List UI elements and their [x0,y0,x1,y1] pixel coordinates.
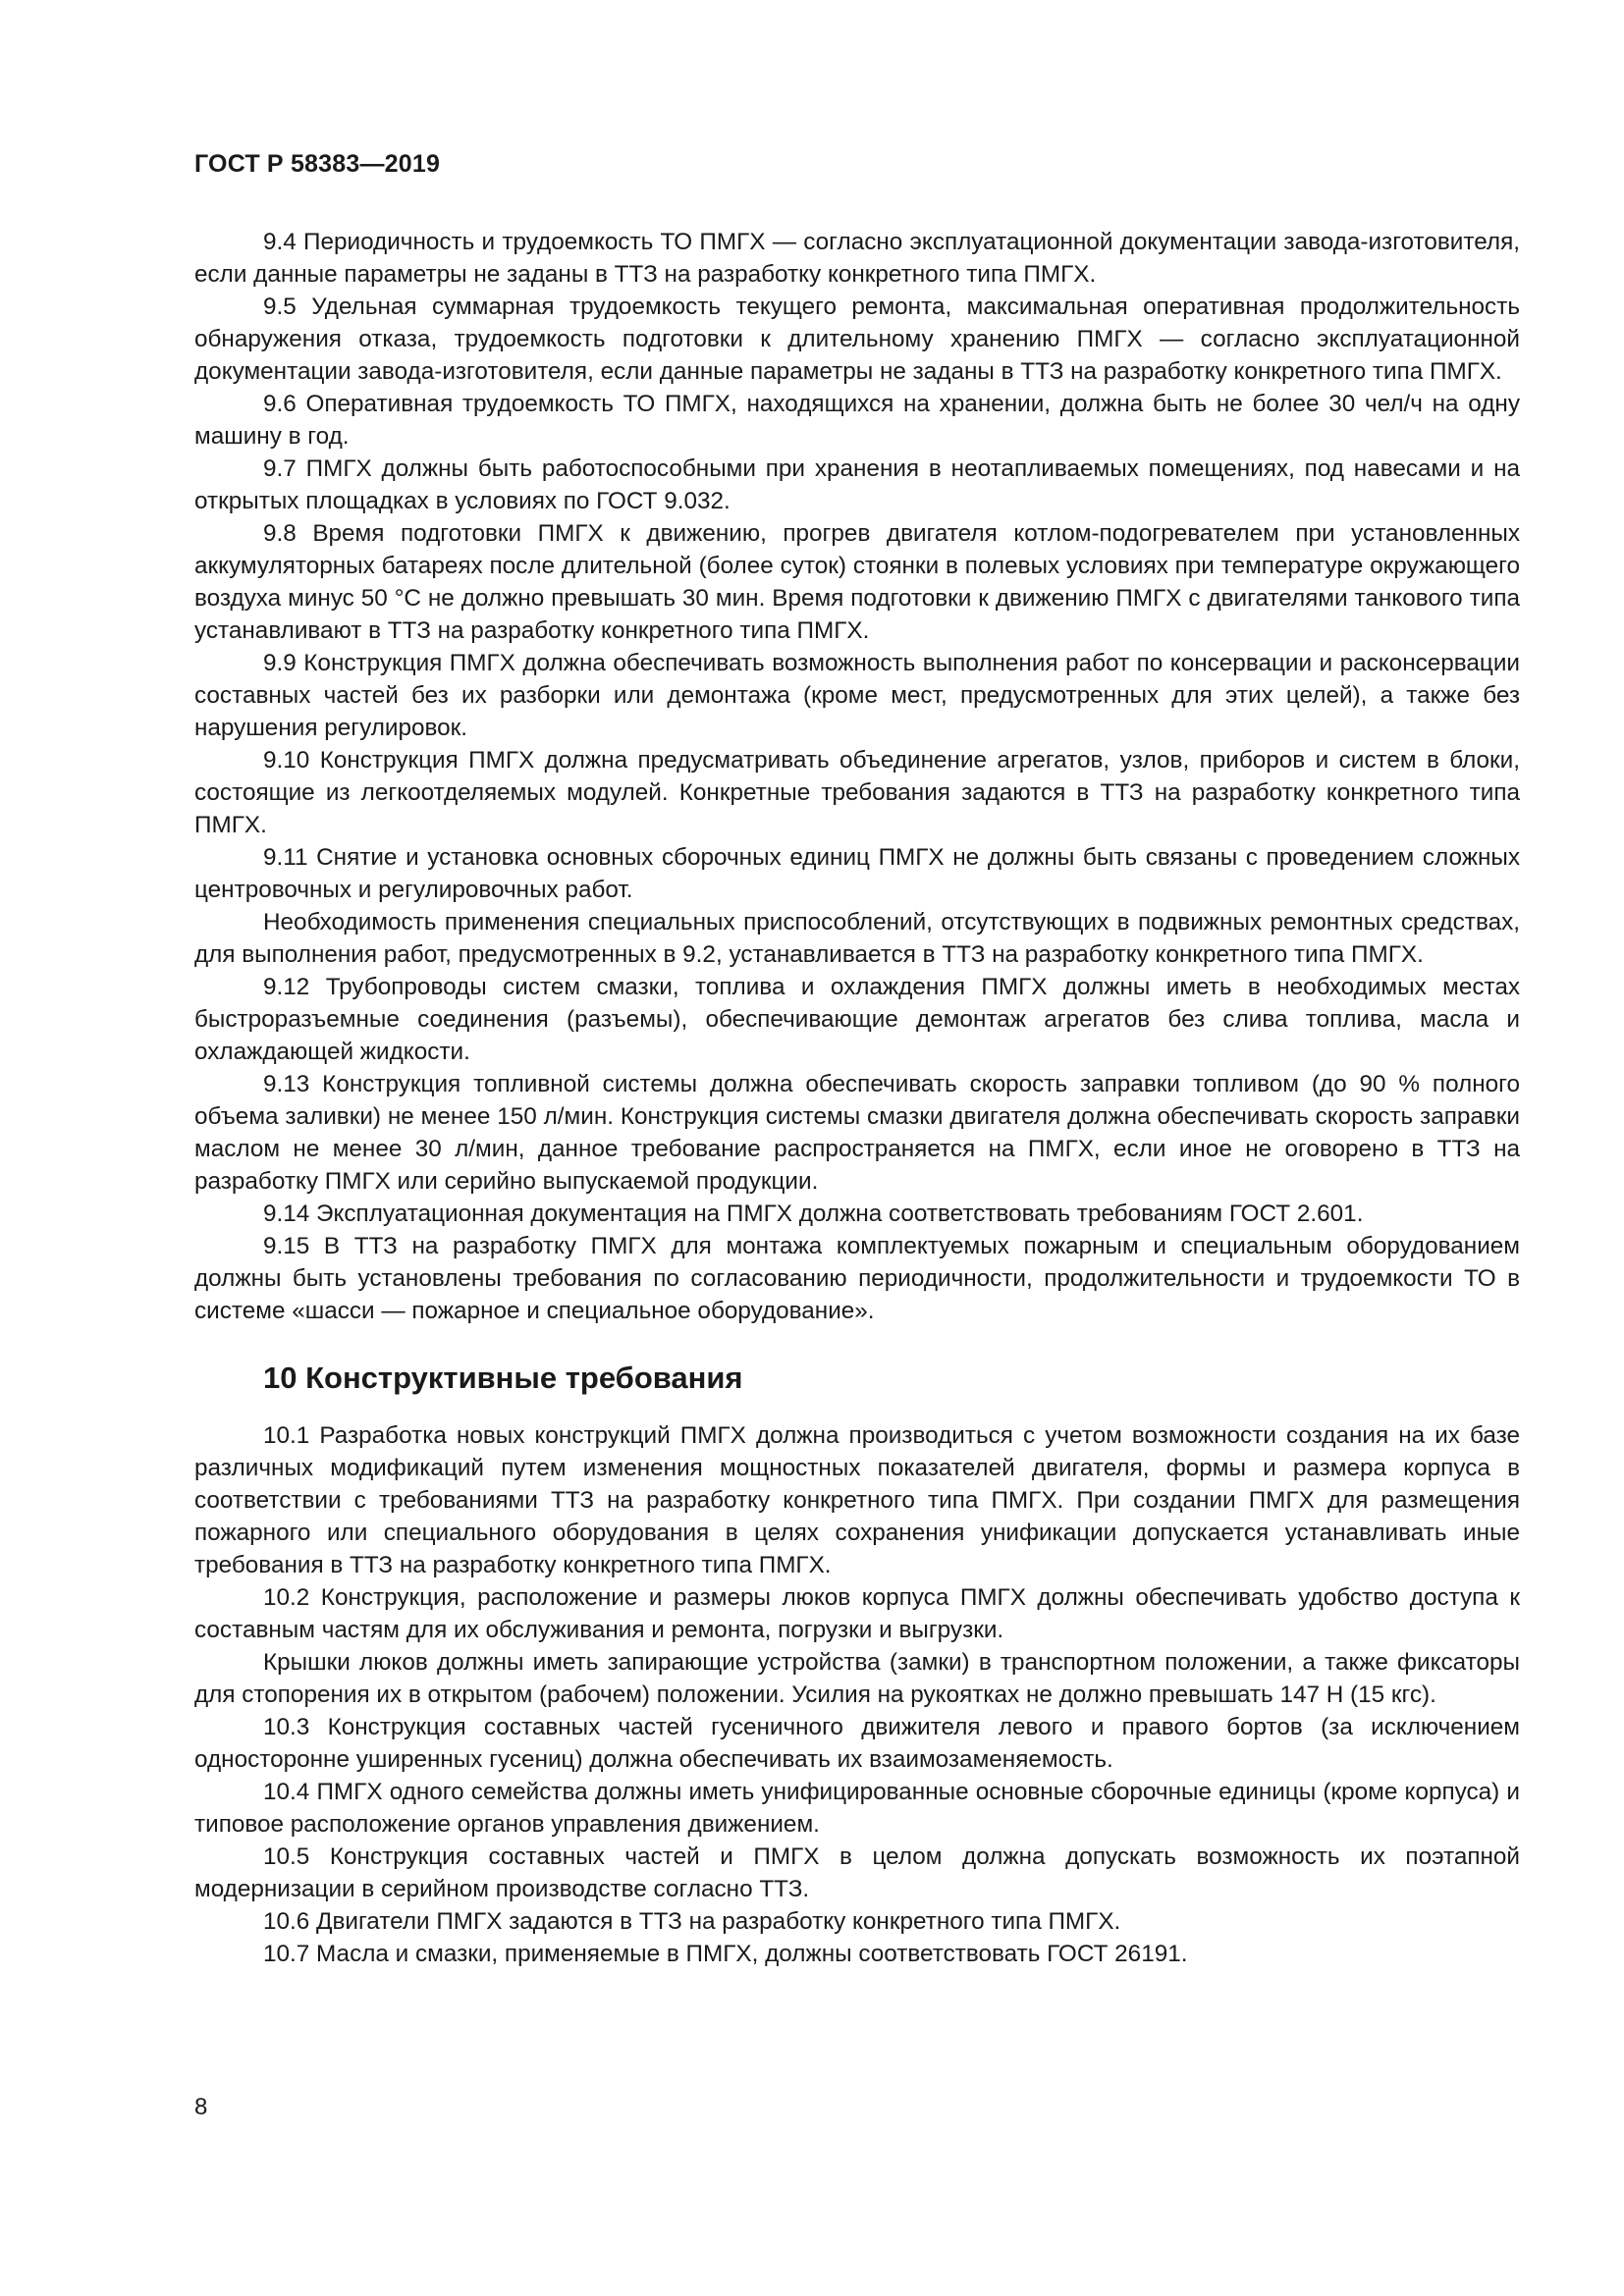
paragraph-9-6: 9.6 Оперативная трудоемкость ТО ПМГХ, находящихся на хранении, должна быть не более 30 чел/ч на одну машину в год. [194,391,1520,450]
paragraph-10-4: 10.4 ПМГХ одного семейства должны иметь унифицированные основные сборочные единицы (кроме корпуса) и типовое расположение органов управления движением. [194,1779,1520,1838]
paragraph-10-2-cont: Крышки люков должны иметь запирающие устройства (замки) в транспортном положении, а также фиксаторы для стопорения их в открытом (рабочем) положении. Усилия на рукоятках не должно превышать 147 Н (15 кгс). [194,1649,1520,1708]
paragraph-9-15: 9.15 В ТТЗ на разработку ПМГХ для монтажа комплектуемых пожарным и специальным оборудованием должны быть установлены требования по согласованию периодичности, продолжительности и трудоемкости ТО в системе «шасси — пожарное и специальное оборудование». [194,1233,1520,1324]
paragraph-9-8: 9.8 Время подготовки ПМГХ к движению, прогрев двигателя котлом-подогревателем при установленных аккумуляторных батареях после длительной (более суток) стоянки в полевых условиях при температуре окружающего воздуха минус 50 °С не должно превышать 30 мин. Время подготовки к движению ПМГХ с двигателями танкового типа устанавливают в ТТЗ на разработку конкретного типа ПМГХ. [194,520,1520,644]
page-number: 8 [194,2094,208,2120]
paragraph-9-11-cont: Необходимость применения специальных приспособлений, отсутствующих в подвижных ремонтных средствах, для выполнения работ, предусмотренных в 9.2, устанавливается в ТТЗ на разработку конкретного типа ПМГХ. [194,909,1520,968]
paragraph-9-13: 9.13 Конструкция топливной системы должна обеспечивать скорость заправки топливом (до 90 % полного объема заливки) не менее 150 л/мин. Конструкция системы смазки двигателя должна обеспечивать скорость заправки маслом не менее 30 л/мин, данное требование распространяется на ПМГХ, если иное не оговорено в ТТЗ на разработку ПМГХ или серийно выпускаемой продукции. [194,1071,1520,1195]
paragraph-9-5: 9.5 Удельная суммарная трудоемкость текущего ремонта, максимальная оперативная продолжительность обнаружения отказа, трудоемкость подготовки к длительному хранению ПМГХ — согласно эксплуатационной документации завода-изготовителя, если данные параметры не заданы в ТТЗ на разработку конкретного типа ПМГХ. [194,294,1520,385]
paragraph-10-7: 10.7 Масла и смазки, применяемые в ПМГХ, должны соответствовать ГОСТ 26191. [263,1941,1188,1967]
paragraph-9-9: 9.9 Конструкция ПМГХ должна обеспечивать возможность выполнения работ по консервации и расконсервации составных частей без их разборки или демонтажа (кроме мест, предусмотренных для этих целей), а также без нарушения регулировок. [194,650,1520,741]
document-header: ГОСТ Р 58383—2019 [194,150,441,178]
paragraph-9-4: 9.4 Периодичность и трудоемкость ТО ПМГХ — согласно эксплуатационной документации завода-изготовителя, если данные параметры не заданы в ТТЗ на разработку конкретного типа ПМГХ. [194,229,1520,288]
paragraph-9-7: 9.7 ПМГХ должны быть работоспособными при хранения в неотапливаемых помещениях, под навесами и на открытых площадках в условиях по ГОСТ 9.032. [194,455,1520,514]
paragraph-10-5: 10.5 Конструкция составных частей и ПМГХ в целом должна допускать возможность их поэтапной модернизации в серийном производстве согласно ТТЗ. [194,1843,1520,1902]
paragraph-10-6: 10.6 Двигатели ПМГХ задаются в ТТЗ на разработку конкретного типа ПМГХ. [263,1908,1121,1935]
paragraph-9-12: 9.12 Трубопроводы систем смазки, топлива и охлаждения ПМГХ должны иметь в необходимых местах быстроразъемные соединения (разъемы), обеспечивающие демонтаж агрегатов без слива топлива, масла и охлаждающей жидкости. [194,974,1520,1065]
paragraph-9-11: 9.11 Снятие и установка основных сборочных единиц ПМГХ не должны быть связаны с проведением сложных центровочных и регулировочных работ. [194,844,1520,903]
paragraph-9-14: 9.14 Эксплуатационная документация на ПМГХ должна соответствовать требованиям ГОСТ 2.601. [263,1201,1364,1227]
paragraph-10-2: 10.2 Конструкция, расположение и размеры люков корпуса ПМГХ должны обеспечивать удобство доступа к составным частям для их обслуживания и ремонта, погрузки и выгрузки. [194,1584,1520,1643]
paragraph-9-10: 9.10 Конструкция ПМГХ должна предусматривать объединение агрегатов, узлов, приборов и систем в блоки, состоящие из легкоотделяемых модулей. Конкретные требования задаются в ТТЗ на разработку конкретного типа ПМГХ. [194,747,1520,838]
paragraph-10-3: 10.3 Конструкция составных частей гусеничного движителя левого и правого бортов (за исключением односторонне уширенных гусениц) должна обеспечивать их взаимозаменяемость. [194,1714,1520,1773]
document-body [194,226,1520,1970]
paragraph-10-1: 10.1 Разработка новых конструкций ПМГХ должна производиться с учетом возможности создания на их базе различных модификаций путем изменения мощностных показателей двигателя, формы и размера корпуса в соответствии с требованиями ТТЗ на разработку конкретного типа ПМГХ. При создании ПМГХ для размещения пожарного или специального оборудования в целях сохранения унификации допускается устанавливать иные требования в ТТЗ на разработку конкретного типа ПМГХ. [194,1422,1520,1578]
section-heading-10: 10 Конструктивные требования [263,1361,743,1395]
